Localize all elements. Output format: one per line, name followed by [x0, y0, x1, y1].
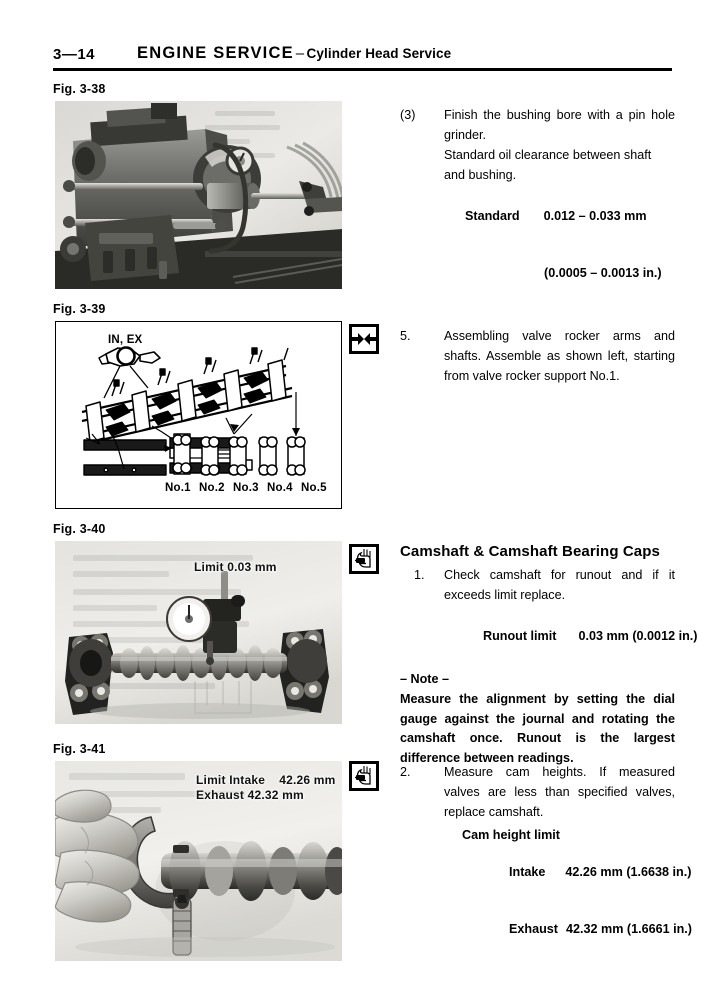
- camshaft-step-2-block: [400, 763, 693, 958]
- camshaft-section-block: [400, 540, 698, 768]
- cam-height-limit-label: Cam height limit: [462, 827, 560, 842]
- diagram-label-no4: No.4: [267, 482, 293, 494]
- figure-label-3-41: Fig. 3-41: [53, 742, 106, 756]
- intake-value: 42.26 mm (1.6638 in.): [565, 865, 692, 880]
- page-title-sub: Cylinder Head Service: [306, 46, 452, 61]
- diagram-label-in-ex: IN, EX: [108, 334, 143, 346]
- camshaft-step-1-body: Check camshaft for runout and if it exceeds limit replace.: [444, 567, 675, 602]
- diagram-label-no5: No.5: [301, 482, 327, 494]
- page-number: 3—14: [53, 46, 96, 63]
- step-3-spec-in: (0.0005 – 0.0013 in.): [544, 266, 662, 281]
- camshaft-step-2-number: 2.: [400, 765, 411, 779]
- page-title-dash: –: [295, 45, 305, 62]
- step-3-spec-label: Standard: [465, 209, 520, 224]
- camshaft-section-heading: Camshaft & Camshaft Bearing Caps: [400, 543, 660, 560]
- figure-label-3-38: Fig. 3-38: [53, 82, 106, 96]
- step-5-number: 5.: [400, 329, 411, 343]
- header-divider: [53, 68, 672, 71]
- step-3-spec-mm: 0.012 – 0.033 mm: [543, 209, 647, 224]
- hand-measuring-icon: [349, 544, 379, 574]
- camshaft-step-2-body: Measure cam heights. If measured valves are less than specified valves, replace camshaft.: [444, 765, 675, 819]
- page-title: [137, 44, 451, 63]
- note-body: Measure the alignment by setting the dial gauge against the journal and rotating the camshaft once. Runout is the largest difference between readings.: [400, 692, 675, 765]
- note-label: – Note –: [400, 672, 449, 687]
- diagram-label-no1: No.1: [165, 482, 191, 494]
- step-5-body: Assembling valve rocker arms and shafts. Assemble as shown left, starting from valve rocker support No.1.: [444, 329, 675, 383]
- rocker-arm-assembly-diagram: [56, 322, 340, 507]
- intake-label: Intake: [509, 865, 546, 880]
- figure-image-3-40: [55, 541, 342, 724]
- hand-measuring-glyph-2: [353, 764, 375, 788]
- figure-image-3-38: [55, 101, 342, 289]
- page-title-main: ENGINE SERVICE: [137, 44, 294, 62]
- runout-limit-value: 0.03 mm (0.0012 in.): [578, 629, 698, 644]
- figure-label-3-39: Fig. 3-39: [53, 302, 106, 316]
- step-3-body2: Standard oil clearance between shaft and bushing.: [444, 147, 652, 182]
- arrows-inward-icon: [349, 324, 379, 354]
- figure-image-3-41: [55, 761, 342, 961]
- step-3-body: Finish the bushing bore with a pin hole grinder.: [444, 108, 675, 142]
- overlay-limit-runout: Limit 0.03 mm: [194, 560, 277, 574]
- arrows-inward-glyph: [352, 332, 376, 346]
- exhaust-label: Exhaust: [509, 922, 558, 937]
- overlay-limit-intake: Limit Intake 42.26 mm: [196, 773, 336, 787]
- diagram-label-no2: No.2: [199, 482, 225, 494]
- step-3-block: [400, 106, 675, 302]
- runout-limit-label: Runout limit: [483, 629, 557, 644]
- step-5-block: [400, 327, 675, 387]
- hand-measuring-glyph-1: [353, 547, 375, 571]
- hand-measuring-icon: [349, 761, 379, 791]
- overlay-limit-exhaust: Exhaust 42.32 mm: [196, 788, 304, 802]
- figure-label-3-40: Fig. 3-40: [53, 522, 106, 536]
- exhaust-value: 42.32 mm (1.6661 in.): [566, 922, 693, 937]
- page-header: [53, 44, 672, 68]
- figure-image-3-39: [55, 321, 342, 509]
- step-3-number: (3): [400, 108, 416, 122]
- diagram-label-no3: No.3: [233, 482, 259, 494]
- camshaft-step-1-number: 1.: [414, 567, 425, 582]
- pin-hole-grinder-photo: [55, 101, 342, 289]
